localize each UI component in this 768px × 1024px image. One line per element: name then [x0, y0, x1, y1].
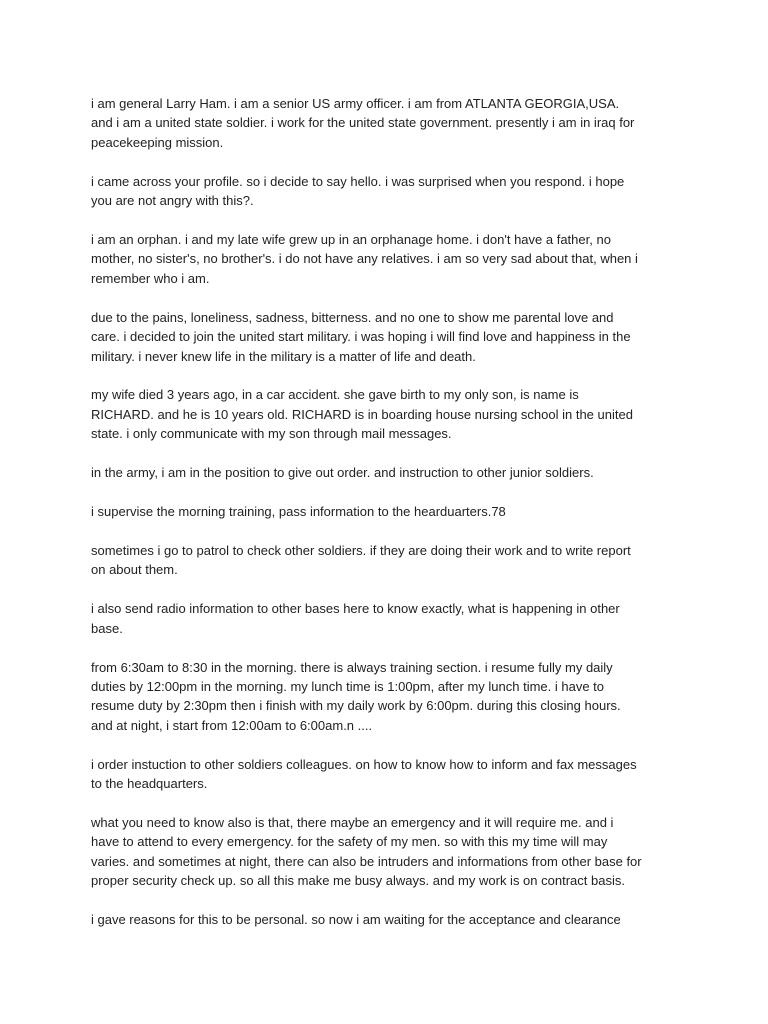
document-page: [91, 94, 691, 949]
paragraph-military: due to the pains, loneliness, sadness, bitterness. and no one to show me parental love and care. i decided to join the united start military. i was hoping i will find love and happiness in the military. i never knew life in the military is a matter of life and death.: [91, 309, 631, 364]
paragraph-instruction: i order instuction to other soldiers colleagues. on how to know how to inform and fax messages to the headquarters.: [91, 756, 637, 792]
paragraph-reasons: i gave reasons for this to be personal. so now i am waiting for the acceptance and clearance: [91, 912, 621, 928]
paragraph-wife-son: my wife died 3 years ago, in a car accident. she gave birth to my only son, is name is RICHARD. and he is 10 years old. RICHARD is in boarding house nursing school in the united state. i only communicate with my son through mail messages.: [91, 387, 633, 442]
paragraph-army-position: in the army, i am in the position to give out order. and instruction to other junior soldiers.: [91, 465, 594, 481]
paragraph-emergency: what you need to know also is that, there maybe an emergency and it will require me. and i have to attend to every emergency. for the safety of my men. so with this my time will may varies. and sometimes at night, there can also be intruders and informations from other base for proper security check up. so all this make me busy always. and my work is on contract basis.: [91, 815, 642, 889]
paragraph-radio: i also send radio information to other bases here to know exactly, what is happening in other base.: [91, 601, 620, 636]
paragraph-orphan: i am an orphan. i and my late wife grew up in an orphanage home. i don't have a father, no mother, no sister's, no brother's. i do not have any relatives. i am so very sad about that, when i remember who i am.: [91, 232, 638, 286]
paragraph-intro: i am general Larry Ham. i am a senior US army officer. i am from ATLANTA GEORGIA,USA. and i am a united state soldier. i work for the united state government. presently i am in iraq for peacekeeping mission.: [91, 96, 635, 150]
paragraph-patrol: sometimes i go to patrol to check other soldiers. if they are doing their work and to write report on about them.: [91, 543, 631, 578]
paragraph-schedule: from 6:30am to 8:30 in the morning. there is always training section. i resume fully my daily duties by 12:00pm in the morning. my lunch time is 1:00pm, after my lunch time. i have to resume duty by 2:30pm then i finish with my daily work by 6:00pm. during this closing hours. and at night, i start from 12:00am to 6:00am.n ....: [91, 659, 621, 733]
paragraph-supervise: i supervise the morning training, pass information to the hearduarters.78: [91, 504, 506, 520]
paragraph-profile: i came across your profile. so i decide to say hello. i was surprised when you respond. i hope you are not angry with this?.: [91, 173, 625, 209]
